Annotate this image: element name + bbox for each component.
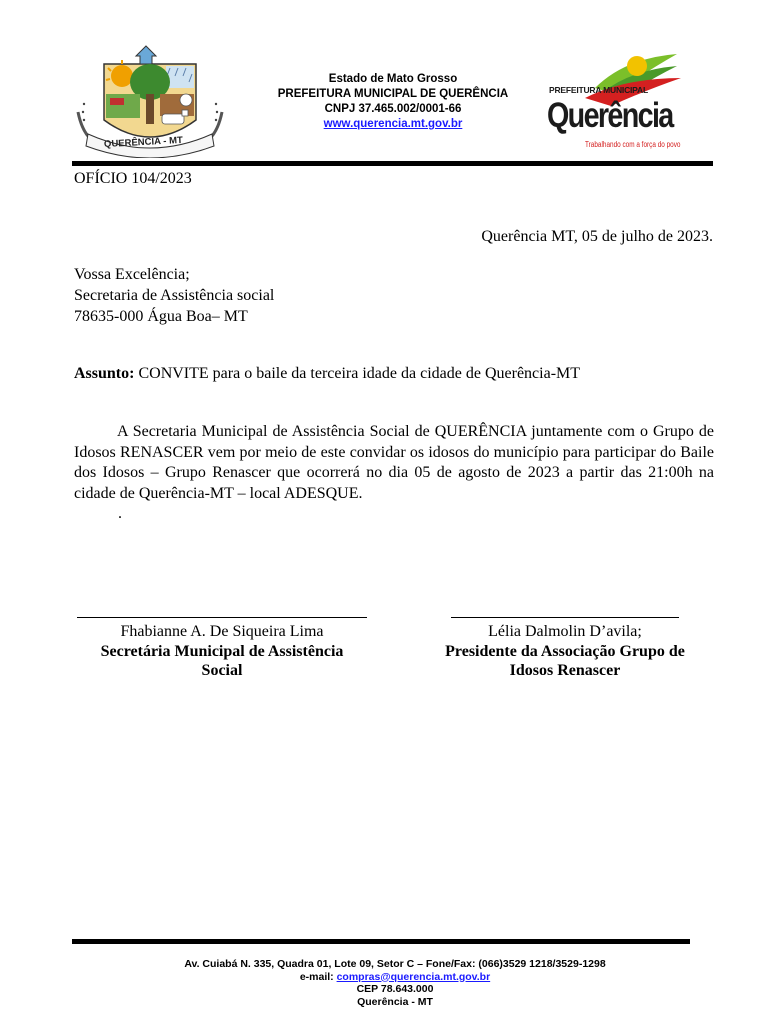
signer-role: Secretária Municipal de Assistência bbox=[100, 642, 344, 660]
subject-text: CONVITE para o baile da terceira idade da cidade de Querência-MT bbox=[134, 365, 581, 382]
email-label: e-mail: bbox=[299, 970, 337, 983]
letter-number: OFÍCIO 104/2023 bbox=[74, 170, 192, 187]
signature-line bbox=[77, 617, 367, 618]
recipient-block bbox=[74, 264, 274, 327]
signer-role: Social bbox=[201, 662, 243, 679]
trailing-dot: . bbox=[118, 505, 122, 522]
signature-block-president bbox=[420, 617, 710, 681]
prefeitura-name: PREFEITURA MUNICIPAL DE QUERÊNCIA bbox=[277, 88, 509, 100]
state-name: Estado de Mato Grosso bbox=[328, 73, 458, 85]
header-divider bbox=[72, 161, 713, 166]
footer-cep: CEP 78.643.000 bbox=[356, 983, 434, 995]
subject-line bbox=[74, 363, 580, 384]
footer-city: Querência - MT bbox=[357, 995, 433, 1008]
signature-line bbox=[451, 617, 679, 618]
signature-block-secretary bbox=[74, 617, 370, 681]
prefeitura-brand-logo bbox=[545, 48, 685, 154]
coat-ribbon-label: QUERÊNCIA - MT bbox=[103, 134, 184, 151]
letter-date: Querência MT, 05 de julho de 2023. bbox=[481, 228, 713, 245]
letterhead bbox=[230, 72, 556, 132]
brand-name: Querência bbox=[547, 96, 673, 135]
footer-address: Av. Cuiabá N. 335, Quadra 01, Lote 09, Setor C – Fone/Fax: (066)3529 1218/3529-1298 bbox=[184, 958, 606, 970]
recipient-line: 78635-000 Água Boa– MT bbox=[74, 308, 248, 325]
signer-role: Presidente da Associação Grupo de bbox=[445, 642, 685, 660]
subject-label: Assunto: bbox=[74, 365, 135, 382]
signer-name: Lélia Dalmolin D’avila; bbox=[488, 623, 642, 640]
brand-prefix: PREFEITURA MUNICIPAL bbox=[549, 85, 648, 95]
website-link[interactable]: www.querencia.mt.gov.br bbox=[323, 118, 463, 130]
recipient-line: Secretaria de Assistência social bbox=[74, 287, 275, 304]
brand-tagline: Trabalhando com a força do povo bbox=[585, 140, 681, 149]
cnpj: CNPJ 37.465.002/0001-66 bbox=[324, 103, 462, 115]
email-link[interactable]: compras@querencia.mt.gov.br bbox=[336, 970, 491, 983]
recipient-line: Vossa Excelência; bbox=[74, 266, 190, 283]
footer bbox=[100, 958, 690, 1008]
signer-role: Idosos Renascer bbox=[509, 662, 621, 679]
letter-body: A Secretaria Municipal de Assistência Social de QUERÊNCIA juntamente com o Grupo de Idosos RENASCER vem por meio de este convidar os idosos do município para participar do Baile dos Idosos – Grupo Renascer que ocorrerá no dia 05 de agosto de 2023 a partir das 21:00h na cidade de Querência-MT – local ADESQUE. bbox=[74, 423, 714, 502]
signer-name: Fhabianne A. De Siqueira Lima bbox=[120, 623, 324, 640]
footer-divider bbox=[72, 939, 690, 944]
footer-email-line bbox=[100, 971, 690, 984]
